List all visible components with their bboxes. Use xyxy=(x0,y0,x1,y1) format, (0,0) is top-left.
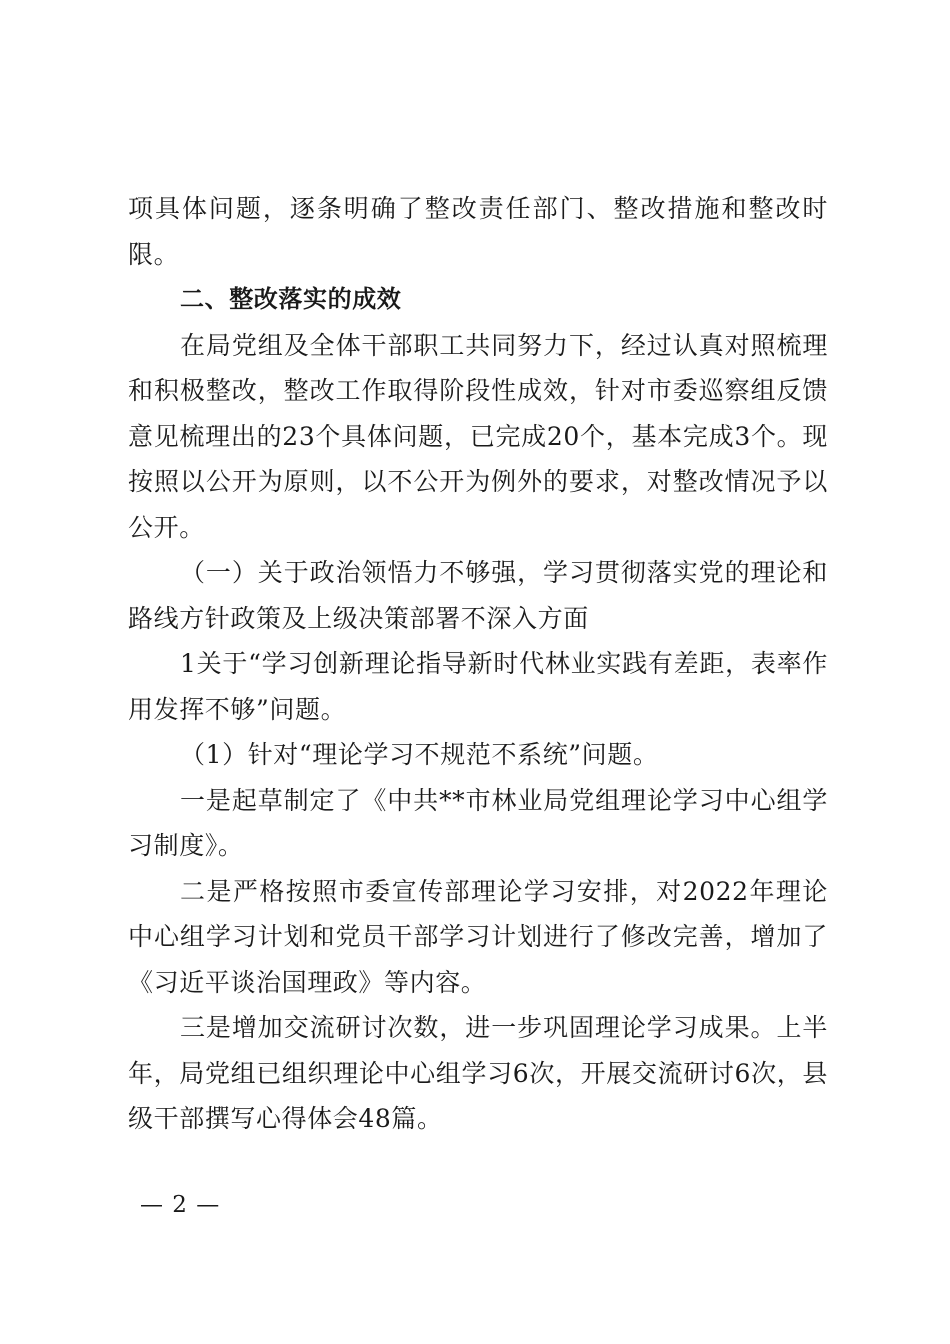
section-heading-2: 二、整改落实的成效 xyxy=(180,285,402,313)
page-number: — 2 — xyxy=(140,1192,221,1218)
paragraph-achievements: 在局党组及全体干部职工共同努力下，经过认真对照梳理和积极整改，整改工作取得阶段性成效，针对市委巡察组反馈意见梳理出的23个具体问题，已完成20个，基本完成3个。现按照以公开为原则，以不公开为例外的要求，对整改情况予以公开。 xyxy=(128,330,828,542)
measure-paragraph-3: 三是增加交流研讨次数，进一步巩固理论学习成果。上半年，局党组已组织理论中心组学习6次，开展交流研讨6次，县级干部撰写心得体会48篇。 xyxy=(128,1013,828,1133)
measure-paragraph-2: 二是严格按照市委宣传部理论学习安排，对2022年理论中心组学习计划和党员干部学习计划进行了修改完善，增加了《习近平谈治国理政》等内容。 xyxy=(128,876,828,997)
document-body xyxy=(128,186,828,1142)
sub-item-heading-1: （1）针对“理论学习不规范不系统”问题。 xyxy=(180,740,659,769)
measure-paragraph-1: 一是起草制定了《中共**市林业局党组理论学习中心组学习制度》。 xyxy=(128,785,828,860)
paragraph-continuation: 项具体问题，逐条明确了整改责任部门、整改措施和整改时限。 xyxy=(128,194,828,269)
subsection-heading-1: （一）关于政治领悟力不够强，学习贯彻落实党的理论和路线方针政策及上级决策部署不深入方面 xyxy=(128,558,828,633)
item-heading-1: 1关于“学习创新理论指导新时代林业实践有差距，表率作用发挥不够”问题。 xyxy=(128,649,828,724)
